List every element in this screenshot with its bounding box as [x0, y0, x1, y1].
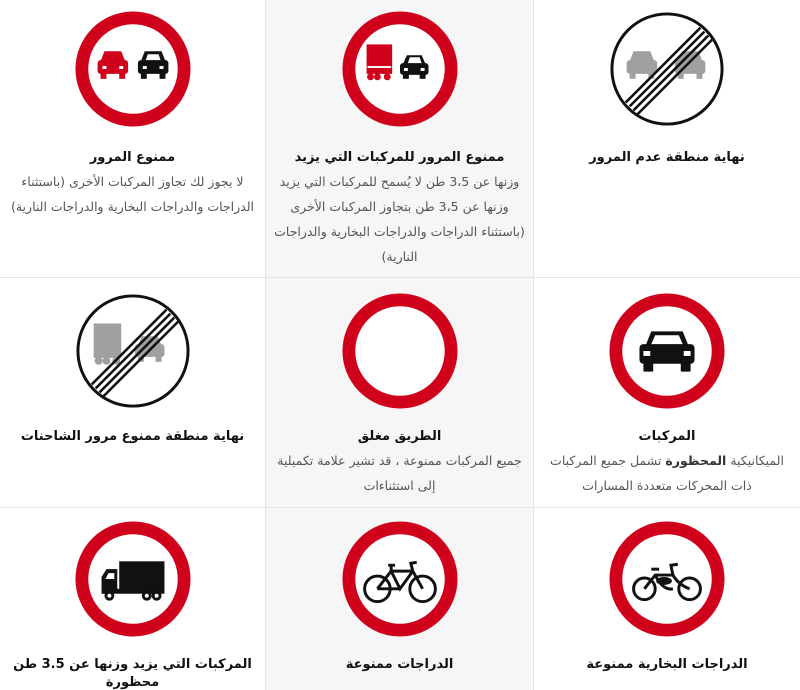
- sign-title: الطريق مغلق: [357, 429, 442, 444]
- sign-caption: [8, 149, 257, 219]
- road-closed-sign-icon: [341, 292, 459, 410]
- sign-title: المركبات التي يزيد وزنها عن 3.5 طن محظورة: [13, 657, 252, 690]
- no-trucks-over-3-5t-sign-icon: [74, 520, 192, 638]
- sign-caption: [8, 656, 257, 690]
- sign-caption: [542, 428, 792, 498]
- sign-title: نهاية منطقة ممنوع مرور الشاحنات: [20, 429, 245, 444]
- description-suffix: تشمل جميع المركبات ذات المحركات متعددة المسارات: [550, 453, 752, 493]
- sign-card-motor-vehicles: [534, 278, 800, 508]
- sign-title: ممنوع المرور: [89, 150, 176, 165]
- sign-card-no-overtaking: [0, 0, 266, 278]
- sign-caption: [274, 428, 525, 498]
- description-prefix: الميكانيكية: [726, 453, 784, 468]
- sign-card-no-bicycles: [266, 508, 534, 690]
- sign-card-no-overtaking-trucks: [266, 0, 534, 278]
- sign-caption: [542, 149, 792, 169]
- sign-card-road-closed: [266, 278, 534, 508]
- sign-caption: [8, 428, 257, 448]
- no-overtaking-sign-icon: [74, 10, 192, 128]
- sign-title: الدراجات البخارية ممنوعة: [586, 657, 748, 672]
- no-overtaking-by-trucks-sign-icon: [341, 10, 459, 128]
- no-mopeds-sign-icon: [608, 520, 726, 638]
- sign-title: الدراجات ممنوعة: [345, 657, 454, 672]
- sign-title: المركبات: [638, 429, 696, 444]
- end-of-no-overtaking-trucks-sign-icon: [74, 292, 192, 410]
- sign-description: [542, 448, 792, 498]
- no-motor-vehicles-sign-icon: [608, 292, 726, 410]
- end-of-no-overtaking-sign-icon: [608, 10, 726, 128]
- sign-description: لا يجوز لك تجاوز المركبات الأخرى (باستثناء الدراجات والدراجات البخارية والدراجات النارية): [10, 174, 255, 214]
- sign-card-no-mopeds: [534, 508, 800, 690]
- no-bicycles-sign-icon: [341, 520, 459, 638]
- sign-card-end-no-overtaking: [534, 0, 800, 278]
- sign-description: وزنها عن 3،5 طن لا يُسمح للمركبات التي يزيد وزنها عن 3،5 طن بتجاوز المركبات الأخرى (باستثناء الدراجات والدراجات البخارية والدراجات النارية): [274, 174, 525, 264]
- sign-card-end-no-overtaking-trucks: [0, 278, 266, 508]
- sign-title: نهاية منطقة عدم المرور: [589, 150, 745, 165]
- sign-card-no-trucks: [0, 508, 266, 690]
- description-bold: المحظورة: [665, 453, 727, 468]
- sign-caption: [274, 149, 525, 269]
- sign-caption: [542, 656, 792, 676]
- sign-caption: [274, 656, 525, 676]
- sign-description: جميع المركبات ممنوعة ، قد تشير علامة تكميلية إلى استثناءات: [277, 453, 522, 493]
- sign-title: ممنوع المرور للمركبات التي يزيد: [294, 150, 505, 165]
